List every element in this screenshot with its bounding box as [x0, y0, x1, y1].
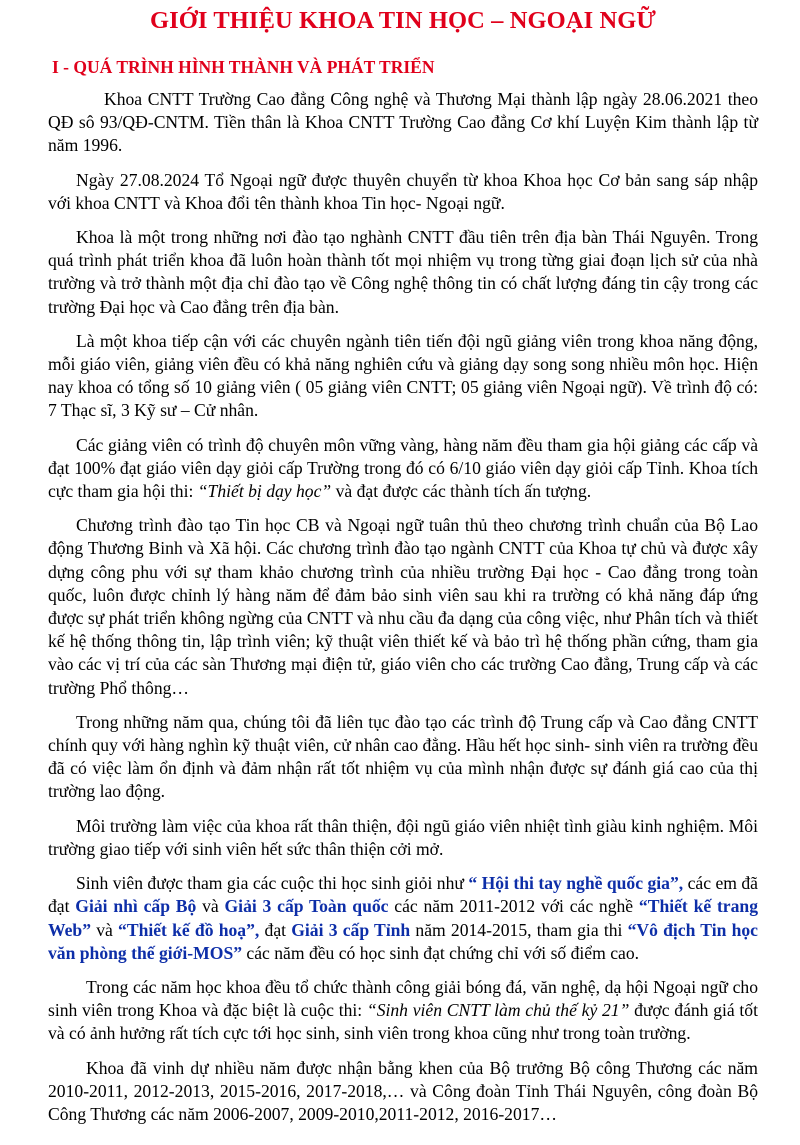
paragraph-9: [48, 872, 758, 965]
p9-highlight-award-province: Giải 3 cấp Tỉnh: [291, 919, 411, 940]
p9-text-i: và: [91, 919, 119, 940]
paragraph-5-text-end: và đạt được các thành tích ấn tượng.: [331, 481, 592, 502]
p9-text-g: các năm 2011-2012 với các nghề: [388, 896, 639, 917]
p9-text-o: các năm đều có học sinh đạt chứng chỉ với số điểm cao.: [242, 942, 640, 963]
p9-highlight-award-ministry: Giải nhì cấp Bộ: [75, 896, 197, 917]
p9-highlight-mos: “Vô địch Tin học văn phòng thế giới-MOS”: [48, 919, 758, 963]
p10-text-c: được đánh giá tốt và có ảnh hưởng rất tích cực tới học sinh, sinh viên trong khoa cũng như trong toàn trường.: [48, 1000, 758, 1044]
paragraph-10: [48, 976, 758, 1046]
p9-text-m: năm 2014-2015, tham gia thi: [410, 919, 628, 940]
p9-highlight-contest: “ Hội thi tay nghề quốc gia”,: [468, 873, 684, 894]
p10-italic-contest: “Sinh viên CNTT làm chủ thế kỷ 21”: [366, 1000, 630, 1021]
p9-text-e: và: [196, 896, 225, 917]
p9-highlight-web: “Thiết kế trang Web”: [48, 896, 758, 940]
paragraph-5-italic: “Thiết bị dạy học”: [197, 481, 332, 502]
p10-text-a: Trong các năm học khoa đều tổ chức thành công giải bóng đá, văn nghệ, dạ hội Ngoại ngữ cho sinh viên trong Khoa và đặc biệt là cuộc thi:: [48, 976, 758, 1021]
p9-highlight-award-national: Giải 3 cấp Toàn quốc: [224, 896, 389, 917]
paragraph-1: Khoa CNTT Trường Cao đẳng Công nghệ và Thương Mại thành lập ngày 28.06.2021 theo QĐ sô 93/QĐ-CNTM. Tiền thân là Khoa CNTT Trường Cao đẳng Cơ khí Luyện Kim thành lập từ năm 1996.: [48, 89, 758, 156]
paragraph-6: Chương trình đào tạo Tin học CB và Ngoại ngữ tuân thủ theo chương trình chuẩn của Bộ Lao động Thương Binh và Xã hội. Các chương trình đào tạo ngành CNTT của Khoa tự chủ và được xây dựng công phu với sự tham khảo chương trình của nhiều trường Đại học - Cao đẳng trong toàn quốc, luôn được chỉnh lý hàng năm để đảm bảo sinh viên sau khi ra trường có khả năng đáp ứng được sự phát triển không ngừng của CNTT và nhu cầu đa dạng của công việc, như Phân tích và thiết kế hệ thống thông tin, lập trình viên; kỹ thuật viên thiết kế và bảo trì hệ thống phần cứng, tham gia vào các vị trí của các sàn Thương mại điện tử, giáo viên cho các trường Cao đẳng, Trung cấp và các trường Phổ thông…: [48, 515, 758, 698]
paragraph-2: Ngày 27.08.2024 Tổ Ngoại ngữ được thuyên chuyển từ khoa Khoa học Cơ bản sang sáp nhập với khoa CNTT và Khoa đổi tên thành khoa Tin học- Ngoại ngữ.: [48, 169, 758, 213]
paragraph-3: Khoa là một trong những nơi đào tạo nghành CNTT đầu tiên trên địa bàn Thái Nguyên. Trong quá trình phát triển khoa đã luôn hoàn thành tốt mọi nhiệm vụ trong từng giai đoạn lịch sử của nhà trường và trở thành một địa chỉ đào tạo về Công nghệ thông tin có chất lượng đáng tin cậy trong các trường Đại học và Cao đẳng trên địa bàn.: [48, 227, 758, 317]
p9-text-k: đạt: [259, 919, 292, 940]
paragraph-11: Khoa đã vinh dự nhiều năm được nhận bằng khen của Bộ trưởng Bộ công Thương các năm 2010-2011, 2012-2013, 2015-2016, 2017-2018,… và Công đoàn Tỉnh Thái Nguyên, công đoàn Bộ Công Thương các năm 2006-2007, 2009-2010,2011-2012, 2016-2017…: [48, 1057, 758, 1124]
paragraph-5-text: Các giảng viên có trình độ chuyên môn vững vàng, hàng năm đều tham gia hội giảng các cấp và đạt 100% đạt giáo viên dạy giỏi cấp Trường trong đó có 6/10 giáo viên dạy giỏi cấp Tỉnh. Khoa tích cực tham gia hội thi:: [48, 434, 758, 502]
paragraph-4: Là một khoa tiếp cận với các chuyên ngành tiên tiến đội ngũ giảng viên trong khoa năng động, mỗi giáo viên, giảng viên đều có khả năng nghiên cứu và giảng dạy song song nhiều môn học. Hiện nay khoa có tổng số 10 giảng viên ( 05 giảng viên CNTT; 05 giảng viên Ngoại ngữ). Về trình độ có: 7 Thạc sĩ, 3 Kỹ sư – Cử nhân.: [48, 330, 758, 421]
p9-text-c: các em đã đạt: [48, 873, 758, 917]
page-title: GIỚI THIỆU KHOA TIN HỌC – NGOẠI NGỮ: [149, 7, 657, 34]
section-heading: I - QUÁ TRÌNH HÌNH THÀNH VÀ PHÁT TRIỂN: [52, 57, 435, 77]
p9-text-a: Sinh viên được tham gia các cuộc thi học sinh giỏi như: [76, 873, 469, 894]
paragraph-7: Trong những năm qua, chúng tôi đã liên tục đào tạo các trình độ Trung cấp và Cao đẳng CNTT chính quy với hàng nghìn kỹ thuật viên, cử nhân cao đẳng. Hầu hết học sinh- sinh viên ra trường đều đã có việc làm ổn định và đảm nhận rất tốt nhiệm vụ của mình nhận được sự đánh giá cao của thị trường lao động.: [48, 711, 758, 802]
p9-highlight-graphics: “Thiết kế đồ hoạ”,: [118, 919, 260, 940]
paragraph-5: [48, 434, 758, 504]
paragraph-8: Môi trường làm việc của khoa rất thân thiện, đội ngũ giáo viên nhiệt tình giàu kinh nghiệm. Môi trường giao tiếp với sinh viên hết sức thân thiện cởi mở.: [48, 815, 758, 859]
